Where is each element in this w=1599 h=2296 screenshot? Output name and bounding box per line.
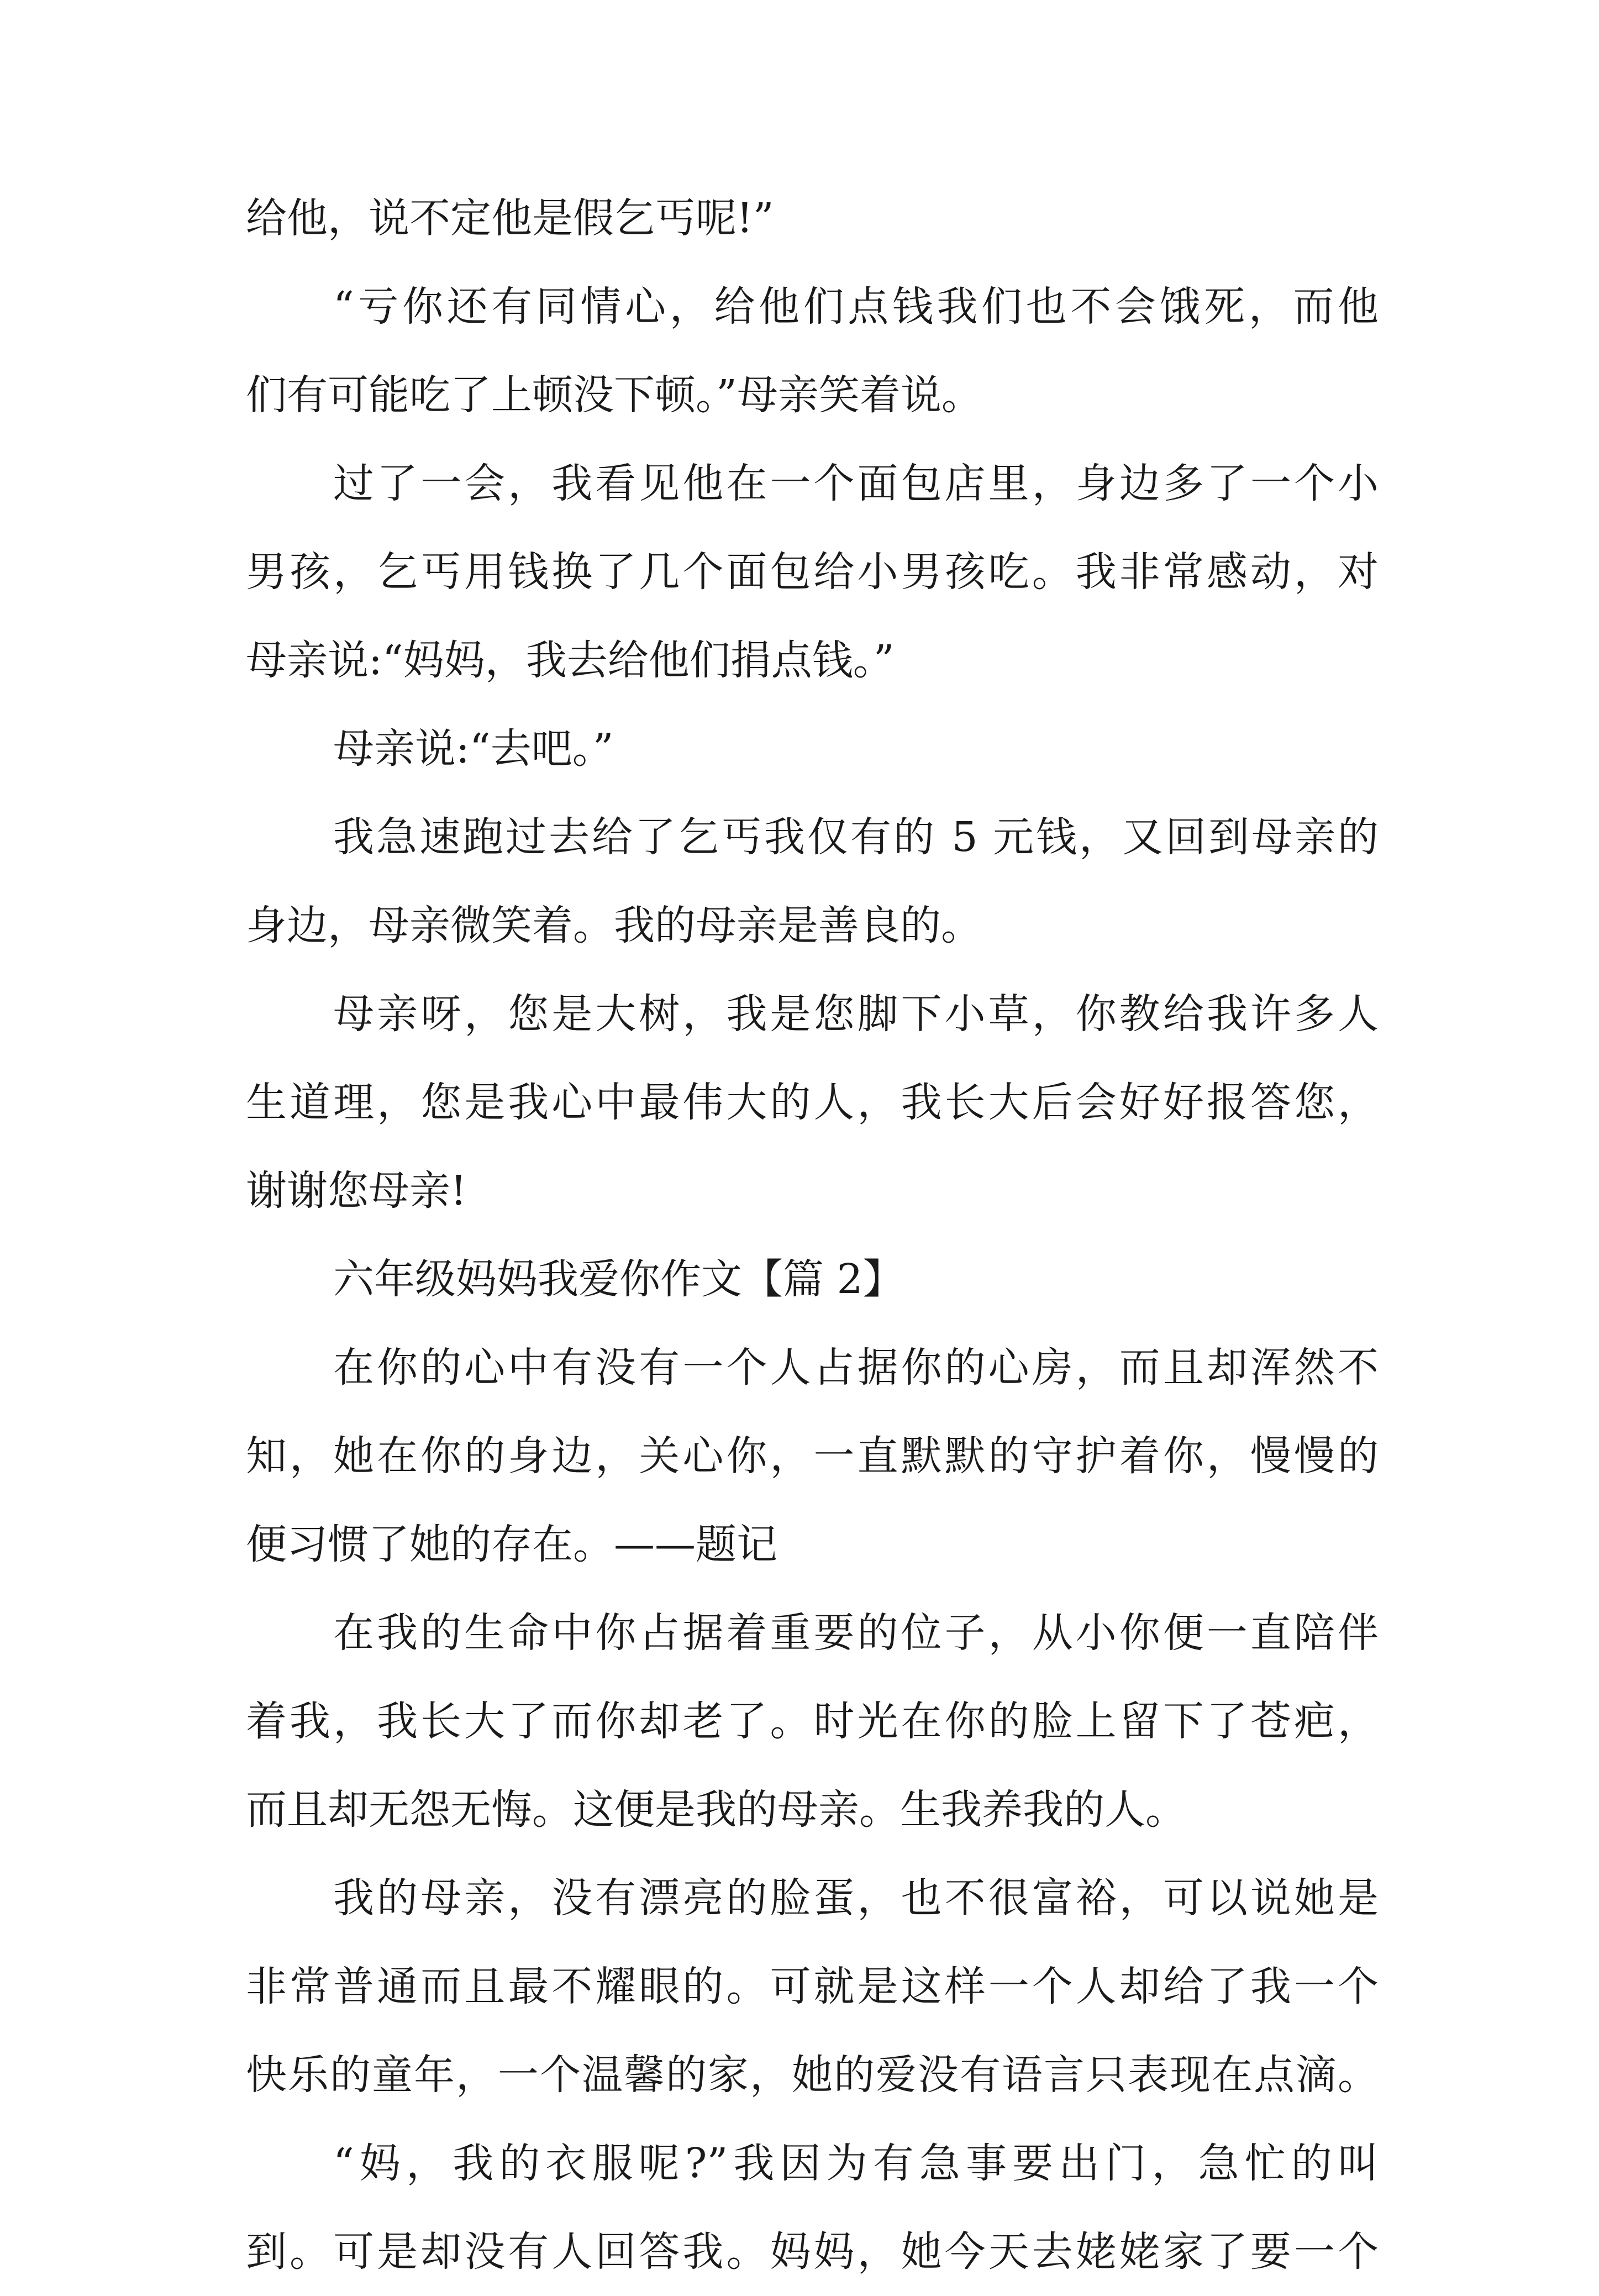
document-page [246,174,1379,2296]
text-line: 知，她在你的身边，关心你，一直默默的守护着你，慢慢的 [246,1432,1379,1480]
text-line: 而且却无怨无悔。这便是我的母亲。生我养我的人。 [246,1786,1186,1833]
section-heading: 六年级妈妈我爱你作文【篇 2】 [333,1255,904,1303]
text-line: 男孩，乞丐用钱换了几个面包给小男孩吃。我非常感动，对 [246,548,1379,596]
text-line: “妈，我的衣服呢?”我因为有急事要出门，急忙的叫 [333,2140,1379,2187]
text-line: 我急速跑过去给了乞丐我仅有的 5 元钱，又回到母亲的 [333,813,1379,861]
text-line: 我的母亲，没有漂亮的脸蛋，也不很富裕，可以说她是 [333,1874,1379,1922]
text-line: 母亲说:“妈妈，我去给他们捐点钱。” [246,637,895,684]
text-line: “亏你还有同情心，给他们点钱我们也不会饿死，而他 [333,283,1379,330]
text-line: 身边，母亲微笑着。我的母亲是善良的。 [246,902,982,949]
text-line: 过了一会，我看见他在一个面包店里，身边多了一个小 [333,460,1379,507]
text-line: 谢谢您母亲! [246,1167,467,1215]
text-line: 们有可能吃了上顿没下顿。”母亲笑着说。 [246,371,982,419]
text-line: 给他，说不定他是假乞丐呢!” [246,195,774,242]
text-line: 快乐的童年，一个温馨的家，她的爱没有语言只表现在点滴。 [246,2051,1379,2099]
text-line: 着我，我长大了而你却老了。时光在你的脸上留下了苍疤， [246,1698,1379,1745]
text-line: 到。可是却没有人回答我。妈妈，她今天去姥姥家了要一个 [246,2228,1379,2276]
text-line: 母亲说:“去吧。” [333,725,614,773]
text-line: 在我的生命中你占据着重要的位子，从小你便一直陪伴 [333,1609,1379,1657]
text-line: 便习惯了她的存在。——题记 [246,1521,777,1568]
text-line: 非常普通而且最不耀眼的。可就是这样一个人却给了我一个 [246,1963,1379,2010]
text-line: 母亲呀，您是大树，我是您脚下小草，你教给我许多人 [333,990,1379,1038]
text-line: 在你的心中有没有一个人占据你的心房，而且却浑然不 [333,1344,1379,1391]
text-line: 生道理，您是我心中最伟大的人，我长大后会好好报答您， [246,1079,1379,1126]
